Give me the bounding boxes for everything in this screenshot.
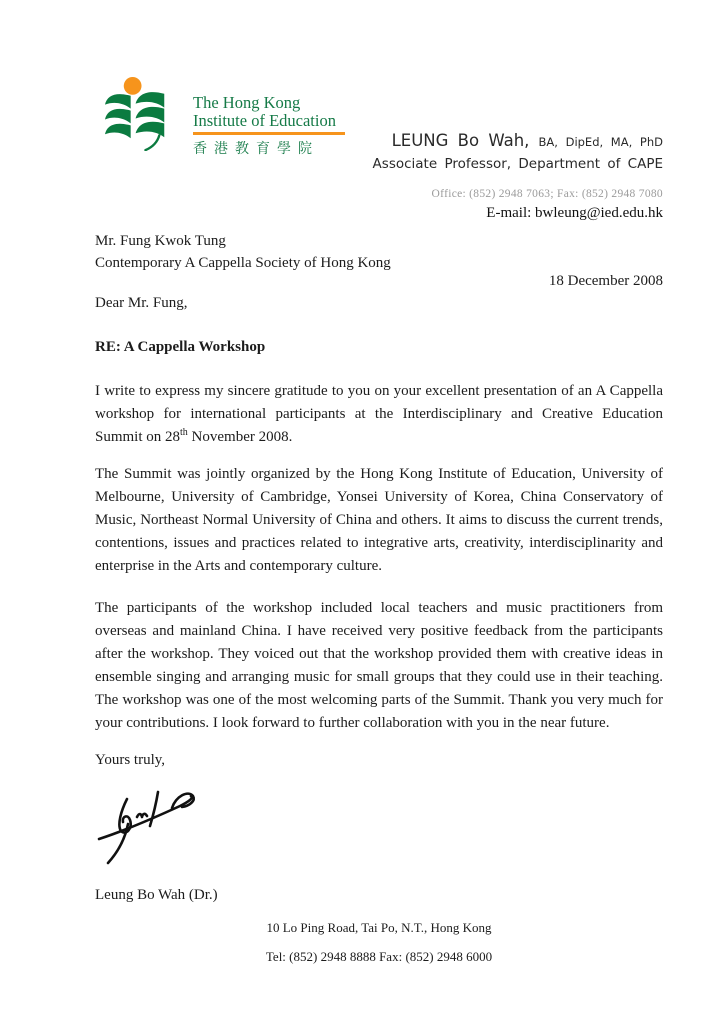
sender-name: LEUNG Bo Wah, <box>391 131 530 150</box>
body-paragraph-2: The Summit was jointly organized by the Hong Kong Institute of Education, University of Melbourne, University of Cambridge, Yonsei University of Korea, China Conservatory of Music, Northeast Normal University of China and others. It aims to discuss the current trends, contentions, issues and practices related to integrative arts, creativity, interdisciplinarity and enterprise in the Arts and contemporary culture. <box>95 466 663 574</box>
ordinal-superscript: th <box>180 427 188 438</box>
sender-credentials: BA, DipEd, MA, PhD <box>538 135 663 149</box>
recipient-block <box>95 230 663 274</box>
sender-title: Associate Professor, Department of CAPE <box>372 156 663 172</box>
sender-header <box>200 131 663 222</box>
closing-line: Yours truly, <box>95 752 166 768</box>
institute-logo-icon <box>103 76 187 152</box>
recipient-organization: Contemporary A Cappella Society of Hong Kong <box>95 255 391 271</box>
paragraph-1-text-end: November 2008. <box>187 429 293 445</box>
recipient-name: Mr. Fung Kwok Tung <box>95 233 226 249</box>
sender-name-line <box>200 131 663 150</box>
institute-name-chinese: 香港教育學院 <box>193 141 319 157</box>
letter-date: 18 December 2008 <box>548 273 663 289</box>
signatory-name: Leung Bo Wah (Dr.) <box>95 887 218 903</box>
subject-line: RE: A Cappella Workshop <box>95 339 266 355</box>
salutation: Dear Mr. Fung, <box>95 295 188 311</box>
body-paragraph-3: The participants of the workshop included local teachers and music practitioners from overseas and mainland China. I have received very positive feedback from the participants after the workshop. They voiced out that the workshop provided them with creative ideas in ensemble singing and arranging music for small groups that they could use in their teaching. The workshop was one of the most welcoming parts of the Summit. Thank you very much for your contributions. I look forward to further collaboration with you in the near future. <box>95 600 663 731</box>
footer-tel-fax: Tel: (852) 2948 8888 Fax: (852) 2948 6000 <box>265 949 493 964</box>
sender-email: E-mail: bwleung@ied.edu.hk <box>486 205 663 221</box>
body-paragraph-1 <box>95 380 663 449</box>
handwritten-signature <box>96 777 208 869</box>
footer-address: 10 Lo Ping Road, Tai Po, N.T., Hong Kong <box>266 920 492 935</box>
institute-name-en-line1: The Hong Kong <box>193 93 301 112</box>
institute-name-en-line2: Institute of Education <box>193 111 336 130</box>
paragraph-1-text: I write to express my sincere gratitude to you on your excellent presentation of an A Cappella workshop for international participants at the Interdisciplinary and Creative Education Summit on 28 <box>95 383 663 445</box>
sender-office-fax: Office: (852) 2948 7063; Fax: (852) 2948 7080 <box>431 188 663 200</box>
